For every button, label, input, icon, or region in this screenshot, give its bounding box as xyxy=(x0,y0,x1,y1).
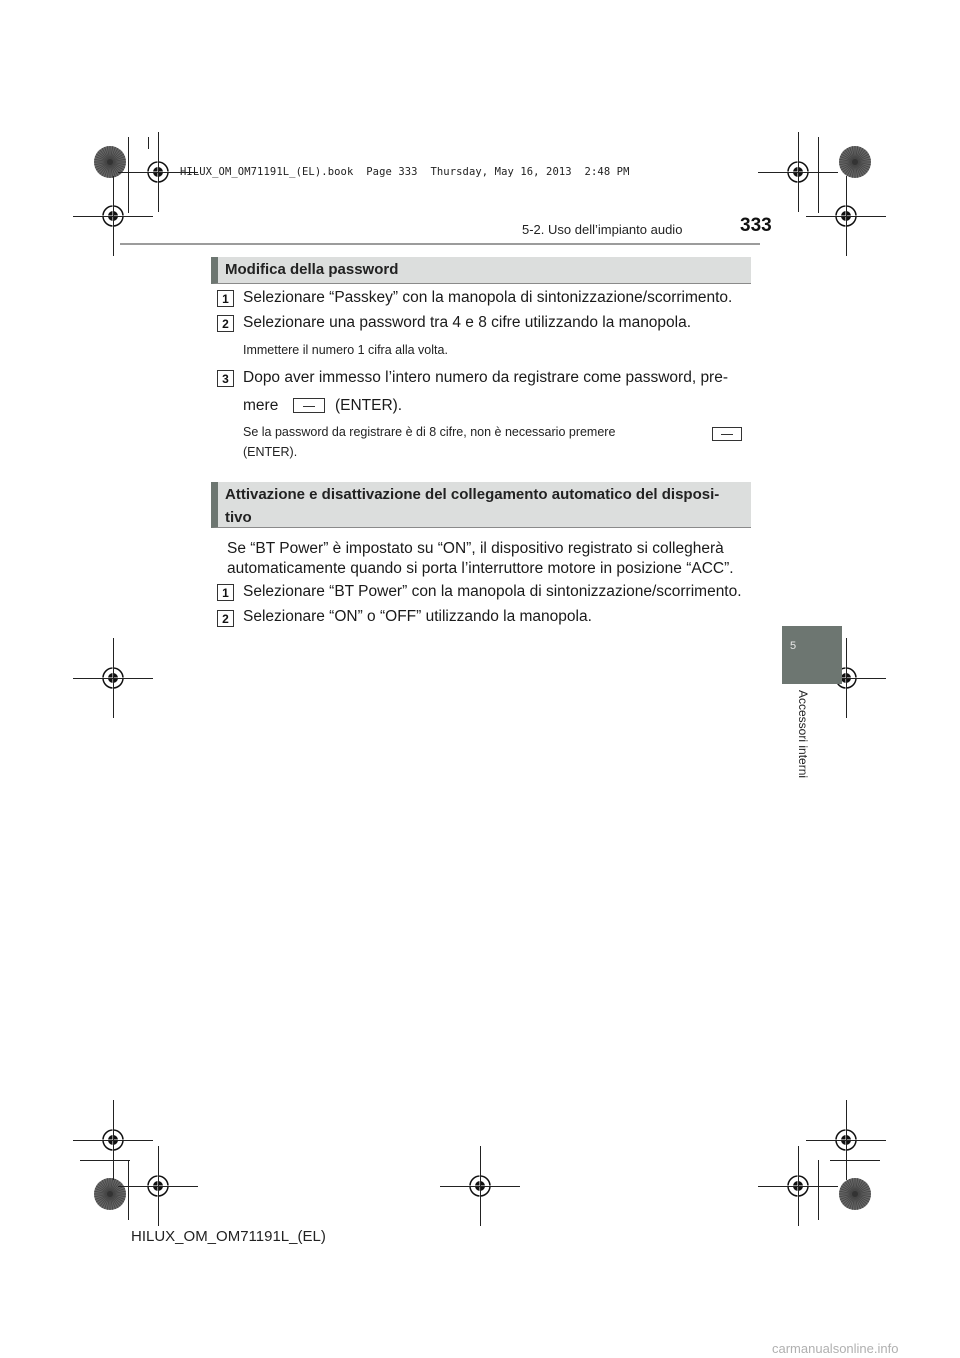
color-rosette-icon xyxy=(93,1177,127,1211)
section-title-text: Modifica della password xyxy=(225,261,399,278)
color-rosette-icon xyxy=(838,145,872,179)
step-text-cont xyxy=(243,397,402,415)
color-rosette-icon xyxy=(838,1177,872,1211)
step-number-box: 1 xyxy=(217,584,234,601)
watermark: carmanualsonline.info xyxy=(772,1341,899,1356)
chapter-number: 5 xyxy=(790,640,797,652)
crop-mark-line xyxy=(818,137,819,213)
intro-text: Se “BT Power” è impostato su “ON”, il dispositivo registrato si collegherà xyxy=(227,540,724,557)
section-title-text: Attivazione e disattivazione del collegamento automatico del disposi- xyxy=(225,486,720,503)
crop-mark-line xyxy=(830,1160,880,1161)
step-text: Selezionare una password tra 4 e 8 cifre utilizzando la manopola. xyxy=(243,314,692,331)
crop-mark-line xyxy=(798,1146,799,1226)
document-code: HILUX_OM_OM71191L_(EL) xyxy=(131,1228,326,1245)
step-text-pre: mere xyxy=(243,397,279,414)
step-note-cont: (ENTER). xyxy=(243,445,298,459)
color-rosette-icon xyxy=(93,145,127,179)
section-title-auto-connect xyxy=(211,482,751,528)
step-text: Selezionare “BT Power” con la manopola di sintonizzazione/scorrimento. xyxy=(243,583,742,600)
print-file-stamp: HILUX_OM_OM71191L_(EL).book Page 333 Thursday, May 16, 2013 2:48 PM xyxy=(180,166,630,178)
crop-mark-line xyxy=(80,1160,130,1161)
crop-mark-line xyxy=(148,137,149,149)
step-note: Immettere il numero 1 cifra alla volta. xyxy=(243,343,448,357)
step-number-box: 2 xyxy=(217,610,234,627)
crop-mark-line xyxy=(480,1146,481,1226)
chapter-tab xyxy=(782,626,842,684)
crop-mark-line xyxy=(818,1160,819,1220)
crop-mark-line xyxy=(158,132,159,212)
running-head: 5-2. Uso dell’impianto audio xyxy=(522,222,683,237)
header-rule xyxy=(120,243,760,245)
crop-mark-line xyxy=(113,638,114,718)
crop-mark-line xyxy=(80,216,120,217)
page-number: 333 xyxy=(740,215,772,236)
step-text: Selezionare “Passkey” con la manopola di sintonizzazione/scorrimento. xyxy=(243,289,733,306)
section-title-password xyxy=(211,257,751,284)
step-number-box: 3 xyxy=(217,370,234,387)
intro-text: automaticamente quando si porta l’interruttore motore in posizione “ACC”. xyxy=(227,560,734,577)
crop-mark-line xyxy=(846,638,847,718)
enter-key-icon xyxy=(712,427,742,441)
crop-mark-line xyxy=(113,1100,114,1180)
step-number-box: 1 xyxy=(217,290,234,307)
section-title-text-cont: tivo xyxy=(225,509,252,526)
crop-mark-line xyxy=(798,132,799,212)
step-text-post: (ENTER). xyxy=(334,397,403,414)
chapter-label: Accessori interni xyxy=(796,690,810,779)
crop-mark-line xyxy=(846,1100,847,1180)
step-text: Selezionare “ON” o “OFF” utilizzando la manopola. xyxy=(243,608,592,625)
enter-key-icon xyxy=(293,398,325,413)
crop-mark-line xyxy=(128,1160,129,1220)
crop-mark-line xyxy=(158,1146,159,1226)
crop-mark-line xyxy=(128,137,129,213)
step-text: Dopo aver immesso l’intero numero da registrare come password, pre- xyxy=(243,369,729,386)
crop-mark-line xyxy=(846,176,847,256)
step-number-box: 2 xyxy=(217,315,234,332)
step-note: Se la password da registrare è di 8 cifre, non è necessario premere xyxy=(243,425,616,439)
